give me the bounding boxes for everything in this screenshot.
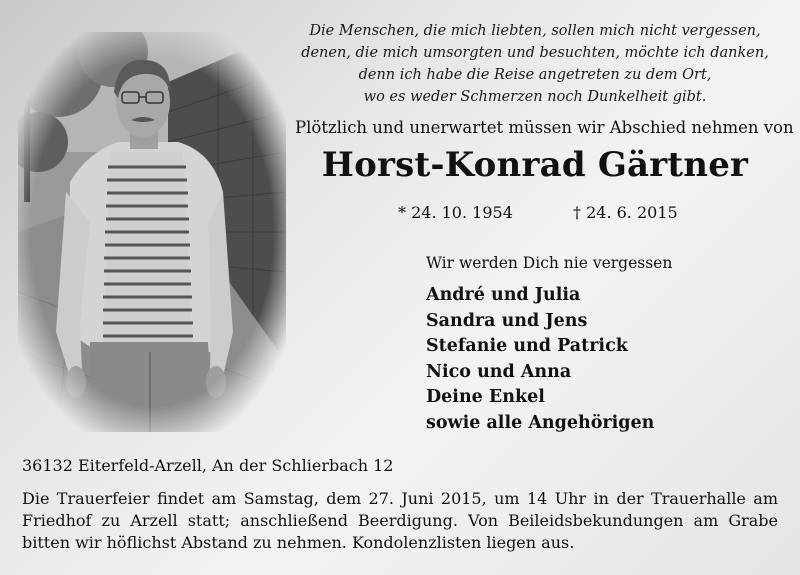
portrait-photo xyxy=(18,32,286,432)
mourner-entry: André und Julia xyxy=(426,285,581,305)
ceremony-notice: Die Trauerfeier findet am Samstag, dem 27. Juni 2015, um 14 Uhr in der Trauerhalle am Friedhof zu Arzell statt; anschließend Beerdigung. Von Beileidsbekundungen am Grabe bitten wir höflichst Abstand zu nehmen. Kondolenzlisten liegen aus. xyxy=(22,489,778,552)
poem-line: wo es weder Schmerzen noch Dunkelheit gibt. xyxy=(363,89,707,105)
poem-line: denen, die mich umsorgten und besuchten, möchte ich danken, xyxy=(301,45,769,61)
mourner-entry: Nico und Anna xyxy=(426,361,572,382)
portrait-illustration xyxy=(18,32,286,432)
poem-line: denn ich habe die Reise angetreten zu dem Ort, xyxy=(358,67,712,83)
mourner-entry: sowie alle Angehörigen xyxy=(426,412,655,433)
mourner-entry: Sandra und Jens xyxy=(426,310,588,331)
address: 36132 Eiterfeld-Arzell, An der Schlierbach 12 xyxy=(22,456,394,475)
birth-date: * 24. 10. 1954 xyxy=(398,203,513,222)
death-date: † 24. 6. 2015 xyxy=(573,203,678,222)
intro-text: Plötzlich und unerwartet müssen wir Abschied nehmen von xyxy=(295,118,794,137)
never-forget-text: Wir werden Dich nie vergessen xyxy=(426,254,673,272)
mourners-list xyxy=(426,283,654,436)
poem-line: Die Menschen, die mich liebten, sollen mich nicht vergessen, xyxy=(309,23,761,39)
deceased-name: Horst-Konrad Gärtner xyxy=(321,145,749,185)
mourner-entry: Stefanie und Patrick xyxy=(426,336,628,356)
mourner-entry: Deine Enkel xyxy=(426,387,545,407)
poem xyxy=(290,20,780,108)
